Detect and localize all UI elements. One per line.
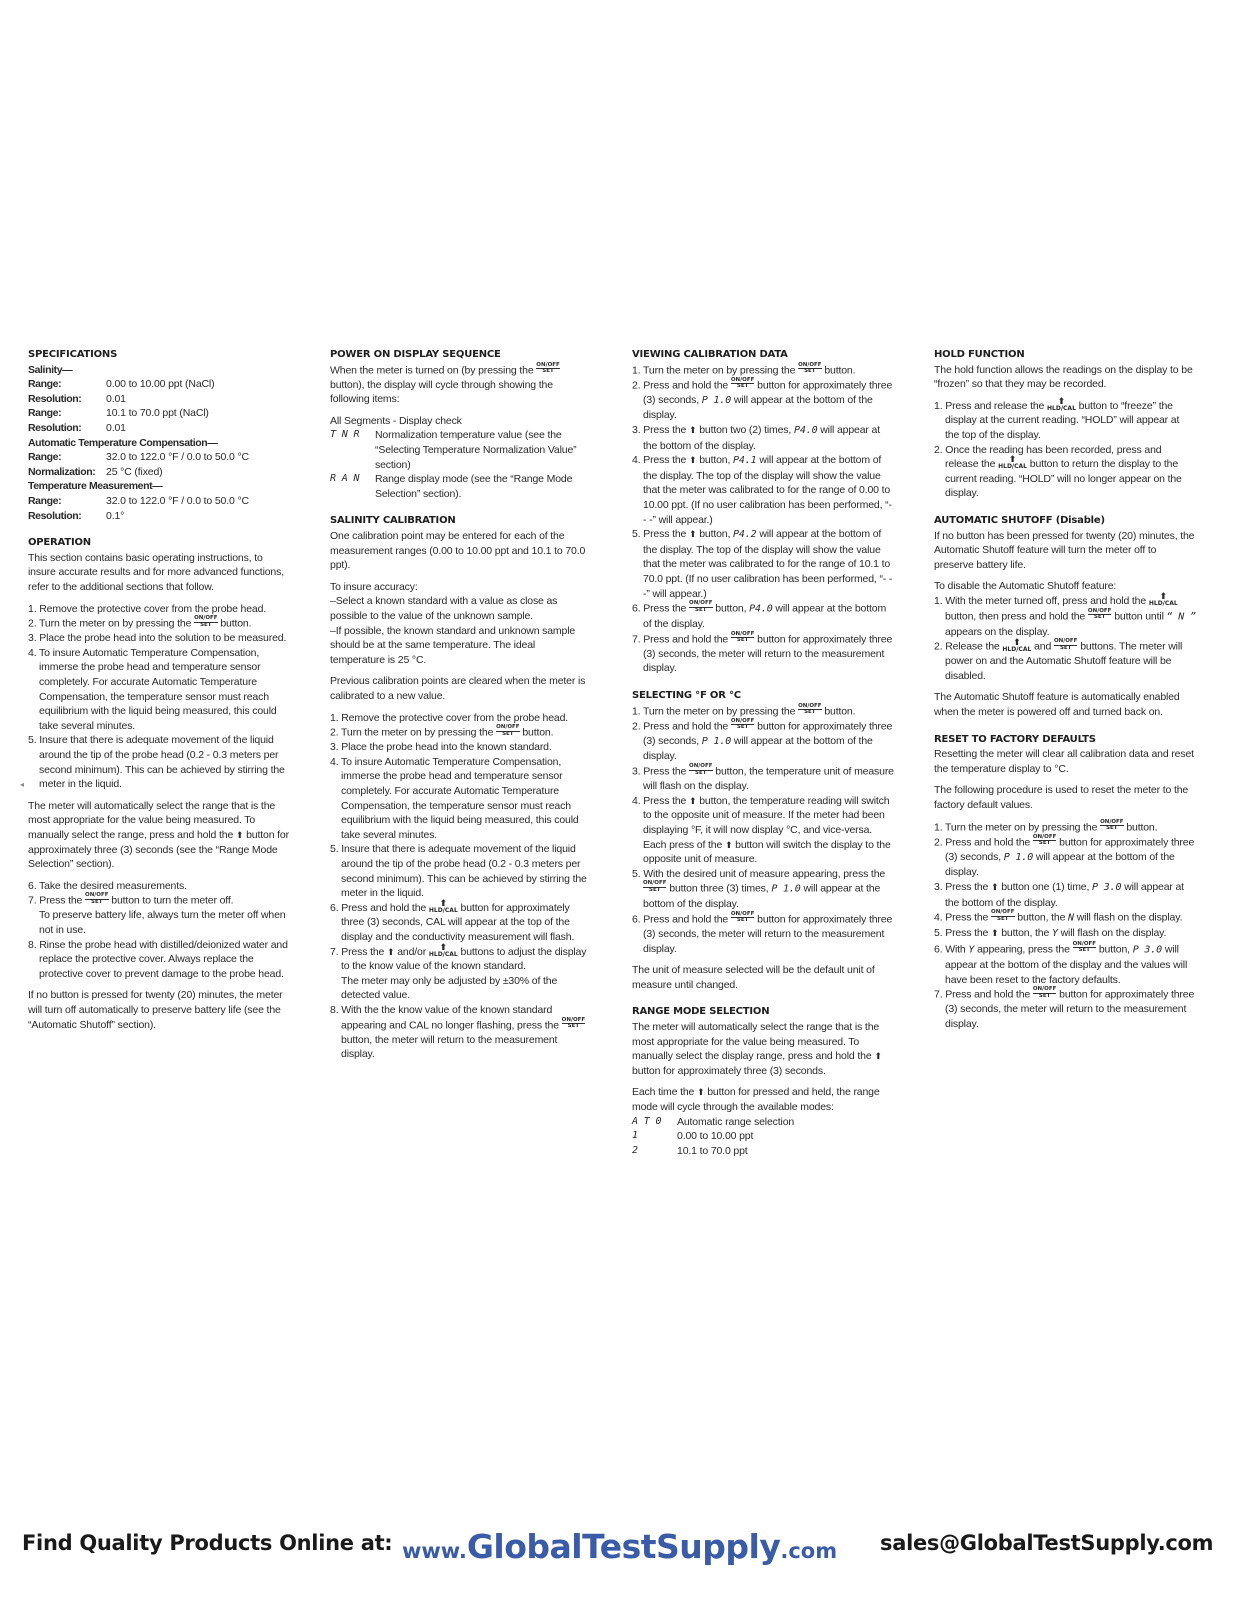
salinity-heading: Salinity— <box>28 363 73 376</box>
up-arrow-icon: ⬆ <box>991 882 999 892</box>
list-item: 3. Place the probe head into the solution to be measured. <box>28 632 287 645</box>
default-unit-note: The unit of measure selected will be the default unit of measure until changed. <box>632 964 875 991</box>
all-segments: All Segments - Display check <box>330 414 462 427</box>
hold-cal-button-icon: ⬆ HLD/CAL <box>998 455 1027 471</box>
list-item: 6. Press and hold the ON/OFF SET button for approximately three (3) seconds, the meter will return to the measurement display. <box>632 910 893 955</box>
range-mode-row: A T 0 Automatic range selection <box>632 1115 795 1128</box>
unit-steps <box>632 704 894 957</box>
list-item: 3. Press the ⬆ button one (1) time, P 3.0 will appear at the bottom of the display. <box>934 881 1184 909</box>
power-on-heading: POWER ON DISPLAY SEQUENCE <box>330 349 501 360</box>
range-mode-heading: RANGE MODE SELECTION <box>632 1006 770 1018</box>
column-specifications-operation <box>28 348 290 1032</box>
on-off-set-button-icon: ON/OFF SET <box>496 724 520 737</box>
viewing-calibration-heading: VIEWING CALIBRATION DATA <box>632 349 788 360</box>
auto-range-note: The meter will automatically select the range that is the most appropriate for the value being measured. To manually select the range, press and hold the ⬆ button for approximately three (3) seconds (see the “Range Mode Selection” section). <box>28 799 289 871</box>
hold-function-heading: HOLD FUNCTION <box>934 349 1025 360</box>
list-item: 2. Press and hold the ON/OFF SET button for approximately three (3) seconds, P 1.0 will appear at the bottom of the display. <box>934 833 1195 879</box>
auto-shutoff-intro: If no button has been pressed for twenty (20) minutes, the Automatic Shutoff feature will turn the meter off to preserve battery life. <box>934 529 1195 571</box>
list-item: 8. Rinse the probe head with distilled/deionized water and replace the protective cover. Always replace the protective cover to prevent damage to the probe head. <box>28 938 288 980</box>
list-item: 1. Remove the protective cover from the probe head. <box>330 711 569 724</box>
spec-row: Resolution: 0.1° <box>28 509 125 522</box>
on-off-set-button-icon: ON/OFF SET <box>1032 986 1057 999</box>
list-item: 1. Press and release the ⬆ HLD/CAL button to “freeze” the display at the current reading. “HOLD” will appear at the top of the display. <box>934 396 1180 441</box>
temperature-heading: Temperature Measurement— <box>28 480 163 493</box>
disable-steps <box>934 591 1196 684</box>
hold-cal-button-icon: ⬆ HLD/CAL <box>1002 637 1032 653</box>
list-item: 6. Press and hold the ⬆ HLD/CAL button for approximately three (3) seconds, CAL will appear at the top of the display and the conductivity measurement will flash. <box>330 898 575 943</box>
on-off-set-button-icon: ON/OFF SET <box>1072 940 1097 954</box>
on-off-set-button-icon: ON/OFF SET <box>1032 833 1057 847</box>
reset-steps <box>934 820 1196 1032</box>
on-off-set-button-icon: ON/OFF SET <box>798 361 822 375</box>
footer-banner <box>0 1527 1237 1567</box>
hold-cal-button-icon: ⬆ HLD/CAL <box>1148 591 1178 607</box>
list-item: 7. Press and hold the ON/OFF SET button for approximately three (3) seconds, the meter will return to the measurement display. <box>934 986 1195 1030</box>
on-off-set-button-icon: ON/OFF SET <box>730 910 755 924</box>
list-item: 4. Press the ON/OFF SET button, the N will flash on the display. <box>934 909 1183 924</box>
up-arrow-icon: ⬆ <box>724 839 733 850</box>
column-hold-shutoff-reset <box>934 348 1196 1031</box>
list-item: 2. Once the reading has been recorded, press and release the ⬆ HLD/CAL button to return the display to the current reading. “HOLD” will no longer appear on the display. <box>934 443 1182 500</box>
list-item: 1. Turn the meter on by pressing the ON/OFF SET button. <box>632 702 856 718</box>
list-item: 4. Press the ⬆ button, the temperature reading will switch to the opposite unit of measure. If the meter had been displaying °F, it will now display °C, and vice-versa. Each press of the ⬆ button will switch the display to the opposite unit of measure. <box>632 794 891 866</box>
up-arrow-icon: ⬆ <box>689 795 697 806</box>
disable-heading: To disable the Automatic Shutoff feature: <box>934 580 1117 593</box>
list-item: 5. Press the ⬆ button, P4.2 will appear at the bottom of the display. The top of the display will show the value that the meter was calibrated to for the range of 10.1 to 70.0 ppt. (If no user calibration has been performed, “- - -” will appear.) <box>632 528 893 600</box>
on-off-set-button-icon: ON/OFF SET <box>689 600 713 613</box>
list-item: 4. To insure Automatic Temperature Compensation, immerse the probe head and temperature sensor completely. For accurate Automatic Temperature Compensation, the temperature sensor must reach equilibrium with the liquid being measured, this could take several minutes. <box>330 755 579 841</box>
auto-shutoff-heading: AUTOMATIC SHUTOFF (Disable) <box>934 514 1105 526</box>
accuracy-tip: –If possible, the known standard and unknown sample should be at the same temperature. The ideal temperature is 25 °C. <box>330 624 576 666</box>
reset-intro: Resetting the meter will clear all calibration data and reset the temperature display to °C. <box>934 748 1194 775</box>
list-item: 1. With the meter turned off, press and hold the ⬆ HLD/CAL button, then press and hold the ON/OFF SET button until “ N ” appears on the display. <box>934 591 1196 638</box>
website-link[interactable]: www.GlobalTestSupply.com <box>402 1527 838 1566</box>
on-off-set-button-icon: ON/OFF SET <box>1053 638 1078 651</box>
list-item: 2. Turn the meter on by pressing the ON/OFF SET button. <box>28 615 252 630</box>
on-off-set-button-icon: ON/OFF SET <box>194 615 218 628</box>
list-item: 7. Press and hold the ON/OFF SET button for approximately three (3) seconds, the meter will return to the measurement display. <box>632 630 893 675</box>
up-arrow-icon: ⬆ <box>697 1087 705 1098</box>
list-item: 3. Place the probe head into the known standard. <box>330 741 552 754</box>
hold-cal-button-icon: ⬆ HLD/CAL <box>1047 396 1076 412</box>
viewing-steps <box>632 363 894 676</box>
hold-intro: The hold function allows the readings on the display to be “frozen” so that they may be recorded. <box>934 363 1193 391</box>
list-item: 2. Release the ⬆ HLD/CAL and ON/OFF SET buttons. The meter will power on and the Automatic Shutoff feature will be disabled. <box>934 637 1183 682</box>
power-on-intro: When the meter is turned on (by pressing the ON/OFF SET button), the display will cycle through showing the following items: <box>330 361 560 406</box>
up-arrow-icon: ⬆ <box>235 829 244 840</box>
salinity-intro: One calibration point may be entered for each of the measurement ranges (0.00 to 10.00 ppt and 10.1 to 70.0 ppt). <box>330 530 586 572</box>
range-mode-cycle: Each time the ⬆ button for pressed and held, the range mode will cycle through the available modes: <box>632 1086 880 1113</box>
list-item: 6. With Y appearing, press the ON/OFF SET button, P 3.0 will appear at the bottom of the display and the values will have been reset to the factory defaults. <box>934 940 1188 986</box>
on-off-set-button-icon: ON/OFF SET <box>1100 818 1124 832</box>
up-arrow-icon: ⬆ <box>689 455 697 466</box>
accuracy-heading: To insure accuracy: <box>330 580 418 593</box>
reset-defaults-heading: RESET TO FACTORY DEFAULTS <box>934 733 1096 745</box>
range-mode-row: 1 0.00 to 10.00 ppt <box>632 1130 754 1143</box>
selecting-units-heading: SELECTING °F OR °C <box>632 690 741 702</box>
on-off-set-button-icon: ON/OFF SET <box>991 909 1015 922</box>
calibration-steps <box>330 711 592 1062</box>
spec-row: Range: 32.0 to 122.0 °F / 0.0 to 50.0 °C <box>28 451 249 464</box>
list-item: 7. Press the ON/OFF SET button to turn the meter off. To preserve battery life, always turn the meter off when not in use. <box>28 892 286 936</box>
on-off-set-button-icon: ON/OFF SET <box>730 717 755 731</box>
email-link[interactable]: sales@GlobalTestSupply.com <box>880 1531 1214 1555</box>
spec-row: Range: 0.00 to 10.00 ppt (NaCl) <box>28 378 215 391</box>
up-arrow-icon: ⬆ <box>689 424 697 435</box>
auto-off-note: If no button is pressed for twenty (20) minutes, the meter will turn off automatically to preserve battery life (see the “Automatic Shutoff” section). <box>28 989 283 1031</box>
margin-arrow-icon: ◂ <box>20 780 25 789</box>
display-code-row: R A N Range display mode (see the “Range Mode Selection” section). <box>330 473 573 500</box>
list-item: 3. Press the ⬆ button two (2) times, P4.0 will appear at the bottom of the display. <box>632 423 881 452</box>
atc-heading: Automatic Temperature Compensation— <box>28 436 218 449</box>
spec-row: Range: 32.0 to 122.0 °F / 0.0 to 50.0 °C <box>28 494 249 507</box>
operation-intro: This section contains basic operating instructions, to insure accurate results and for more advanced functions, refer to the additional sections that follow. <box>28 551 284 593</box>
list-item: 5. With the desired unit of measure appearing, press the ON/OFF SET button three (3) times, P 1.0 will appear at the bottom of the display. <box>632 867 886 911</box>
specifications-heading: SPECIFICATIONS <box>28 349 118 360</box>
hold-cal-button-icon: ⬆ HLD/CAL <box>428 898 458 914</box>
on-off-set-button-icon: ON/OFF SET <box>689 763 713 776</box>
list-item: 4. To insure Automatic Temperature Compensation, immerse the probe head and temperature sensor completely. For accurate Automatic Temperature Compensation, the temperature sensor must reach equilibrium with the liquid being measured, this could take several minutes. <box>28 646 277 732</box>
accuracy-tip: –Select a known standard with a value as close as possible to the value of the unknown sample. <box>330 595 558 622</box>
range-mode-intro: The meter will automatically select the range that is the most appropriate for the value being measured. To manually select the display range, press and hold the ⬆ button for approximately three (3) seconds. <box>632 1021 882 1077</box>
hold-steps <box>934 396 1196 501</box>
on-off-set-button-icon: ON/OFF SET <box>798 702 822 716</box>
list-item: 6. Press the ON/OFF SET button, P4.0 will appear at the bottom of the display. <box>632 600 887 631</box>
list-item: 2. Press and hold the ON/OFF SET button for approximately three (3) seconds, P 1.0 will appear at the bottom of the display. <box>632 717 893 763</box>
list-item: 1. Turn the meter on by pressing the ON/OFF SET button. <box>632 361 856 377</box>
on-off-set-button-icon: ON/OFF SET <box>536 361 560 375</box>
list-item: 8. With the the know value of the known standard appearing and CAL no longer flashing, press the ON/OFF SET button, the meter will return to the measurement display. <box>330 1003 586 1061</box>
display-code-row: T N R Normalization temperature value (see the “Selecting Temperature Normalization Value” section) <box>330 429 577 471</box>
auto-shutoff-note: The Automatic Shutoff feature is automatically enabled when the meter is powered off and turned back on. <box>934 691 1180 719</box>
spec-row: Resolution: 0.01 <box>28 392 126 405</box>
previous-points-note: Previous calibration points are cleared when the meter is calibrated to a new value. <box>330 675 586 702</box>
hold-cal-button-icon: ⬆ HLD/CAL <box>428 942 458 958</box>
up-arrow-icon: ⬆ <box>387 946 395 957</box>
list-item: 4. Press the ⬆ button, P4.1 will appear at the bottom of the display. The top of the display will show the value that the meter was calibrated to for the range of 0.00 to 10.00 ppt. (If no user calibration has been performed, “- - -” will appear.) <box>632 454 892 526</box>
list-item: 3. Press the ON/OFF SET button, the temperature unit of measure will flash on the display. <box>632 763 894 793</box>
spec-row: Range: 10.1 to 70.0 ppt (NaCl) <box>28 407 209 420</box>
list-item: 1. Turn the meter on by pressing the ON/OFF SET button. <box>934 818 1158 834</box>
list-item: 7. Press the ⬆ and/or ⬆ HLD/CAL buttons to adjust the display to the know value of the known standard. The meter may only be adjusted by ±30% of the detected value. <box>330 942 587 1002</box>
column-power-salinity <box>330 348 592 1062</box>
spec-row: Resolution: 0.01 <box>28 421 126 434</box>
list-item: 5. Insure that there is adequate movement of the liquid around the tip of the probe head (0.2 - 0.3 meters per second minimum). This can be achieved by stirring the meter in the liquid. <box>28 734 285 791</box>
up-arrow-icon: ⬆ <box>991 928 999 939</box>
on-off-set-button-icon: ON/OFF SET <box>730 630 755 644</box>
salinity-calibration-heading: SALINITY CALIBRATION <box>330 515 456 527</box>
list-item: 5. Press the ⬆ button, the Y will flash on the display. <box>934 927 1167 940</box>
list-item: 2. Press and hold the ON/OFF SET button for approximately three (3) seconds, P 1.0 will appear at the bottom of the display. <box>632 376 893 422</box>
list-item: 6. Take the desired measurements. <box>28 879 187 892</box>
operation-heading: OPERATION <box>28 537 91 549</box>
up-arrow-icon: ⬆ <box>689 529 697 540</box>
on-off-set-button-icon: ON/OFF SET <box>643 880 667 893</box>
on-off-set-button-icon: ON/OFF SET <box>85 892 109 905</box>
on-off-set-button-icon: ON/OFF SET <box>561 1016 586 1030</box>
up-arrow-icon: ⬆ <box>874 1051 882 1062</box>
operation-steps-continued <box>28 879 290 982</box>
range-mode-row: 2 10.1 to 70.0 ppt <box>632 1144 748 1157</box>
spec-row: Normalization: 25 °C (fixed) <box>28 465 163 478</box>
list-item: 2. Turn the meter on by pressing the ON/OFF SET button. <box>330 724 554 739</box>
operation-steps <box>28 602 290 792</box>
list-item: 1. Remove the protective cover from the probe head. <box>28 602 267 615</box>
list-item: 5. Insure that there is adequate movement of the liquid around the tip of the probe head (0.2 - 0.3 meters per second minimum). This can be achieved by stirring the meter in the liquid. <box>330 843 587 900</box>
column-calibration-data-units <box>632 348 894 1158</box>
reset-procedure: The following procedure is used to reset the meter to the factory default values. <box>934 784 1189 812</box>
on-off-set-button-icon: ON/OFF SET <box>1087 607 1112 620</box>
on-off-set-button-icon: ON/OFF SET <box>730 376 755 390</box>
footer-tagline: Find Quality Products Online at: <box>22 1531 393 1555</box>
